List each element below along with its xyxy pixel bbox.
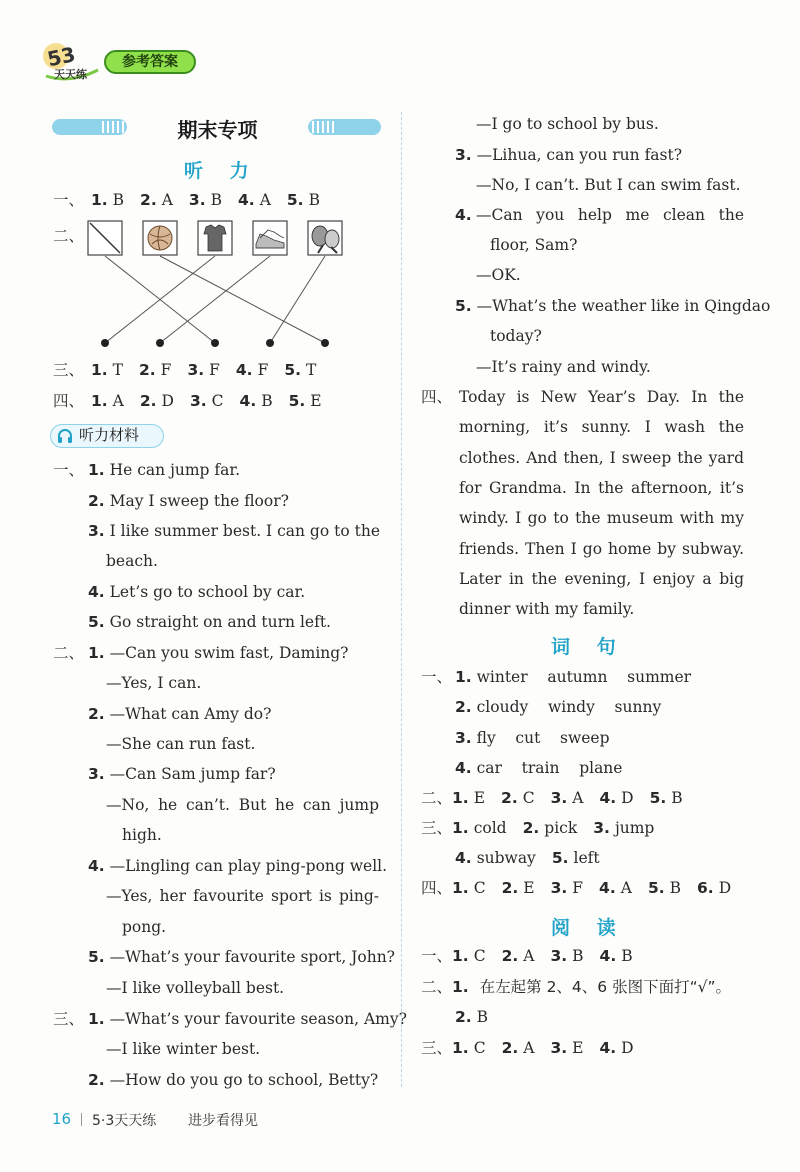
r3-row: 三、1. C 2. A 3. E 4. D bbox=[421, 1038, 650, 1058]
match-dot-1 bbox=[101, 339, 109, 347]
answer-item: 1. cold bbox=[452, 819, 507, 837]
answer-item: 5. left bbox=[551, 849, 600, 867]
clothes-icon bbox=[198, 221, 232, 255]
m2-item-1: 1. —Can you swim fast, Daming? bbox=[88, 644, 349, 662]
m3-label: 三、 bbox=[53, 1010, 85, 1028]
title-stripes-right bbox=[312, 121, 336, 133]
w1-item-1: 1. winter autumn summer bbox=[455, 668, 692, 686]
m1-item-2: 2. May I sweep the floor? bbox=[88, 492, 289, 510]
m3-cont-3-reply: —No, I can’t. But I can swim fast. bbox=[476, 176, 741, 194]
m1-item-1: 1. He can jump far. bbox=[88, 461, 241, 479]
m2-item-2: 2. —What can Amy do? bbox=[88, 705, 272, 723]
m3-item-1-reply: —I like winter best. bbox=[106, 1040, 261, 1058]
footer-divider bbox=[81, 1113, 82, 1126]
listening-q1: 一、 1. B 2. A 3. B 4. A 5. B bbox=[53, 190, 336, 210]
w3-row-a: 三、1. cold 2. pick 3. jump bbox=[421, 818, 670, 838]
m2-item-4-reply: —Yes, her favourite sport is ping- bbox=[106, 887, 379, 905]
match-dot-2 bbox=[156, 339, 164, 347]
r2-row-1: 二、1. 在左起第 2、4、6 张图下面打“√”。 bbox=[421, 978, 732, 996]
answer-item: 3. A bbox=[550, 789, 584, 807]
answer-item: 2. pick bbox=[522, 819, 578, 837]
footer-series: 5·3天天练 bbox=[92, 1113, 157, 1129]
match-line-4 bbox=[160, 256, 270, 343]
volleyball-icon bbox=[143, 221, 177, 255]
m3-item-1: 1. —What’s your favourite season, Amy? bbox=[88, 1010, 407, 1028]
answer-item: 4. subway bbox=[455, 849, 536, 867]
q1-answers bbox=[91, 191, 336, 209]
answer-item: 4. B bbox=[239, 392, 273, 410]
listening-q4: 四、 1. A 2. D 3. C 4. B 5. E bbox=[53, 391, 338, 411]
q3-answers bbox=[91, 361, 332, 379]
answer-item: 5. B bbox=[647, 879, 682, 897]
m4-line-6: friends. Then I go home by subway. bbox=[459, 540, 744, 558]
m2-label: 二、 bbox=[53, 644, 85, 662]
w1-item-3: 3. fly cut sweep bbox=[455, 729, 610, 747]
answer-item: 2. F bbox=[138, 361, 172, 379]
answer-item: 1. E bbox=[452, 789, 486, 807]
r2-row-2: 2. B bbox=[455, 1008, 489, 1026]
match-dot-3 bbox=[211, 339, 219, 347]
match-dot-5 bbox=[321, 339, 329, 347]
m3-cont-4: 4. bbox=[455, 206, 472, 224]
listening-material-tag: 听力材料 bbox=[50, 424, 164, 448]
m2-item-4-reply-cont: pong. bbox=[122, 918, 167, 936]
svg-text:53: 53 bbox=[45, 42, 78, 72]
answer-item: 1. C bbox=[452, 879, 486, 897]
answer-item: 2. A bbox=[140, 191, 173, 209]
answer-item: 4. D bbox=[599, 789, 634, 807]
answer-item: 2. E bbox=[501, 879, 535, 897]
w1-item-2: 2. cloudy windy sunny bbox=[455, 698, 662, 716]
ping-pong-paddle-icon bbox=[308, 221, 342, 255]
r1-answers bbox=[452, 947, 649, 965]
answer-item: 5. T bbox=[284, 361, 317, 379]
match-line-5 bbox=[270, 256, 325, 343]
m3-cont-5-reply: —It’s rainy and windy. bbox=[476, 358, 651, 376]
m2-item-5: 5. —What’s your favourite sport, John? bbox=[88, 948, 395, 966]
m1-item-3-cont: beach. bbox=[106, 552, 158, 570]
m4-line-4: for Grandma. In the afternoon, it’s bbox=[459, 479, 744, 497]
matching-diagram bbox=[80, 218, 380, 353]
m2-item-1-reply: —Yes, I can. bbox=[106, 674, 202, 692]
m4-line-8: dinner with my family. bbox=[459, 600, 635, 618]
answer-key-badge: 参考答案 bbox=[104, 50, 196, 74]
answer-item: 2. D bbox=[139, 392, 174, 410]
answer-item: 3. C bbox=[189, 392, 224, 410]
title-stripes-left bbox=[102, 121, 126, 133]
answer-item: 4. B bbox=[599, 947, 633, 965]
answer-item: 2. A bbox=[501, 947, 535, 965]
m2-item-3: 3. —Can Sam jump far? bbox=[88, 765, 276, 783]
m4-line-5: windy. I go to the museum with my bbox=[459, 509, 744, 527]
m3-cont-5: 5. —What’s the weather like in Qingdao bbox=[455, 297, 771, 315]
answer-item: 4. A bbox=[599, 879, 632, 897]
m1-item-5: 5. Go straight on and turn left. bbox=[88, 613, 331, 631]
slash-box-icon bbox=[88, 221, 122, 255]
listening-heading: 听 力 bbox=[184, 160, 259, 182]
m2-item-3-reply: —No, he can’t. But he can jump bbox=[106, 796, 379, 814]
m4-line-3: clothes. And then, I sweep the yard bbox=[459, 449, 744, 467]
answer-item: 3. jump bbox=[593, 819, 655, 837]
m3-cont-3: 3. —Lihua, can you run fast? bbox=[455, 146, 683, 164]
m1-item-3: 3. I like summer best. I can go to the bbox=[88, 522, 380, 540]
answer-item: 5. E bbox=[288, 392, 322, 410]
headphones-icon bbox=[57, 428, 73, 444]
listening-q2-label: 二、 bbox=[53, 227, 85, 245]
m1-label: 一、 bbox=[53, 461, 85, 479]
answer-item: 4. A bbox=[238, 191, 271, 209]
m3-cont-4-reply: —OK. bbox=[476, 266, 521, 284]
m4-line-7: Later in the evening, I enjoy a big bbox=[459, 570, 744, 588]
m3-cont-4-cont: floor, Sam? bbox=[490, 236, 578, 254]
words-heading: 词 句 bbox=[551, 636, 626, 658]
logo bbox=[40, 40, 102, 84]
answer-item: 1. C bbox=[452, 1039, 486, 1057]
m3-cont-5-cont: today? bbox=[490, 327, 542, 345]
footer-slogan: 进步看得见 bbox=[188, 1113, 258, 1129]
r1-row: 一、1. C 2. A 3. B 4. B bbox=[421, 946, 649, 966]
m2-item-5-reply: —I like volleyball best. bbox=[106, 979, 285, 997]
answer-item: 2. A bbox=[501, 1039, 535, 1057]
w4-row: 四、1. C 2. E 3. F 4. A 5. B 6. D bbox=[421, 878, 747, 898]
m2-item-2-reply: —She can run fast. bbox=[106, 735, 256, 753]
answer-item: 1. A bbox=[90, 392, 124, 410]
answer-item: 3. F bbox=[550, 879, 584, 897]
w3b-answers bbox=[455, 849, 616, 867]
m3-cont-1: —I go to school by bus. bbox=[476, 115, 659, 133]
answer-item: 2. C bbox=[501, 789, 535, 807]
answer-item: 4. F bbox=[235, 361, 269, 379]
answer-item: 3. F bbox=[187, 361, 220, 379]
footer-page-number: 16 bbox=[52, 1110, 72, 1128]
answer-item: 1. C bbox=[452, 947, 486, 965]
page-title: 期末专项 bbox=[177, 118, 258, 142]
svg-text:天天练: 天天练 bbox=[54, 68, 87, 81]
w1-item-4: 4. car train plane bbox=[455, 759, 623, 777]
answer-item: 3. E bbox=[550, 1039, 584, 1057]
sneakers-icon bbox=[253, 221, 287, 255]
m3-cont-4-text: —Can you help me clean the bbox=[476, 206, 744, 224]
w1-label: 一、 bbox=[421, 668, 453, 686]
w3-row-b bbox=[455, 848, 616, 868]
w3a-answers bbox=[452, 819, 670, 837]
listening-q3: 三、 1. T 2. F 3. F 4. F 5. T bbox=[53, 360, 332, 380]
answer-item: 5. B bbox=[649, 789, 683, 807]
q4-answers bbox=[91, 392, 338, 410]
m4-line-2: morning, it’s sunny. I wash the bbox=[459, 418, 744, 436]
m2-item-3-reply-cont: high. bbox=[122, 826, 162, 844]
w4-answers bbox=[452, 879, 747, 897]
answer-item: 5. B bbox=[286, 191, 320, 209]
w2-row: 二、1. E 2. C 3. A 4. D 5. B bbox=[421, 788, 699, 808]
r3-answers bbox=[452, 1039, 650, 1057]
answer-item: 6. D bbox=[697, 879, 732, 897]
reading-heading: 阅 读 bbox=[551, 917, 626, 939]
w2-answers bbox=[452, 789, 699, 807]
m1-item-4: 4. Let’s go to school by car. bbox=[88, 583, 306, 601]
match-dot-4 bbox=[266, 339, 274, 347]
answer-item: 1. T bbox=[90, 361, 123, 379]
m2-item-4: 4. —Lingling can play ping-pong well. bbox=[88, 857, 388, 875]
answer-item: 3. B bbox=[188, 191, 222, 209]
answer-item: 3. B bbox=[550, 947, 584, 965]
answer-item: 4. D bbox=[599, 1039, 634, 1057]
m4-label: 四、 bbox=[421, 388, 453, 406]
answer-item: 1. B bbox=[90, 191, 125, 209]
m3-item-2: 2. —How do you go to school, Betty? bbox=[88, 1071, 379, 1089]
column-divider bbox=[401, 112, 402, 1087]
match-line-2 bbox=[160, 256, 325, 343]
m4-line-1: Today is New Year’s Day. In the bbox=[459, 388, 744, 406]
